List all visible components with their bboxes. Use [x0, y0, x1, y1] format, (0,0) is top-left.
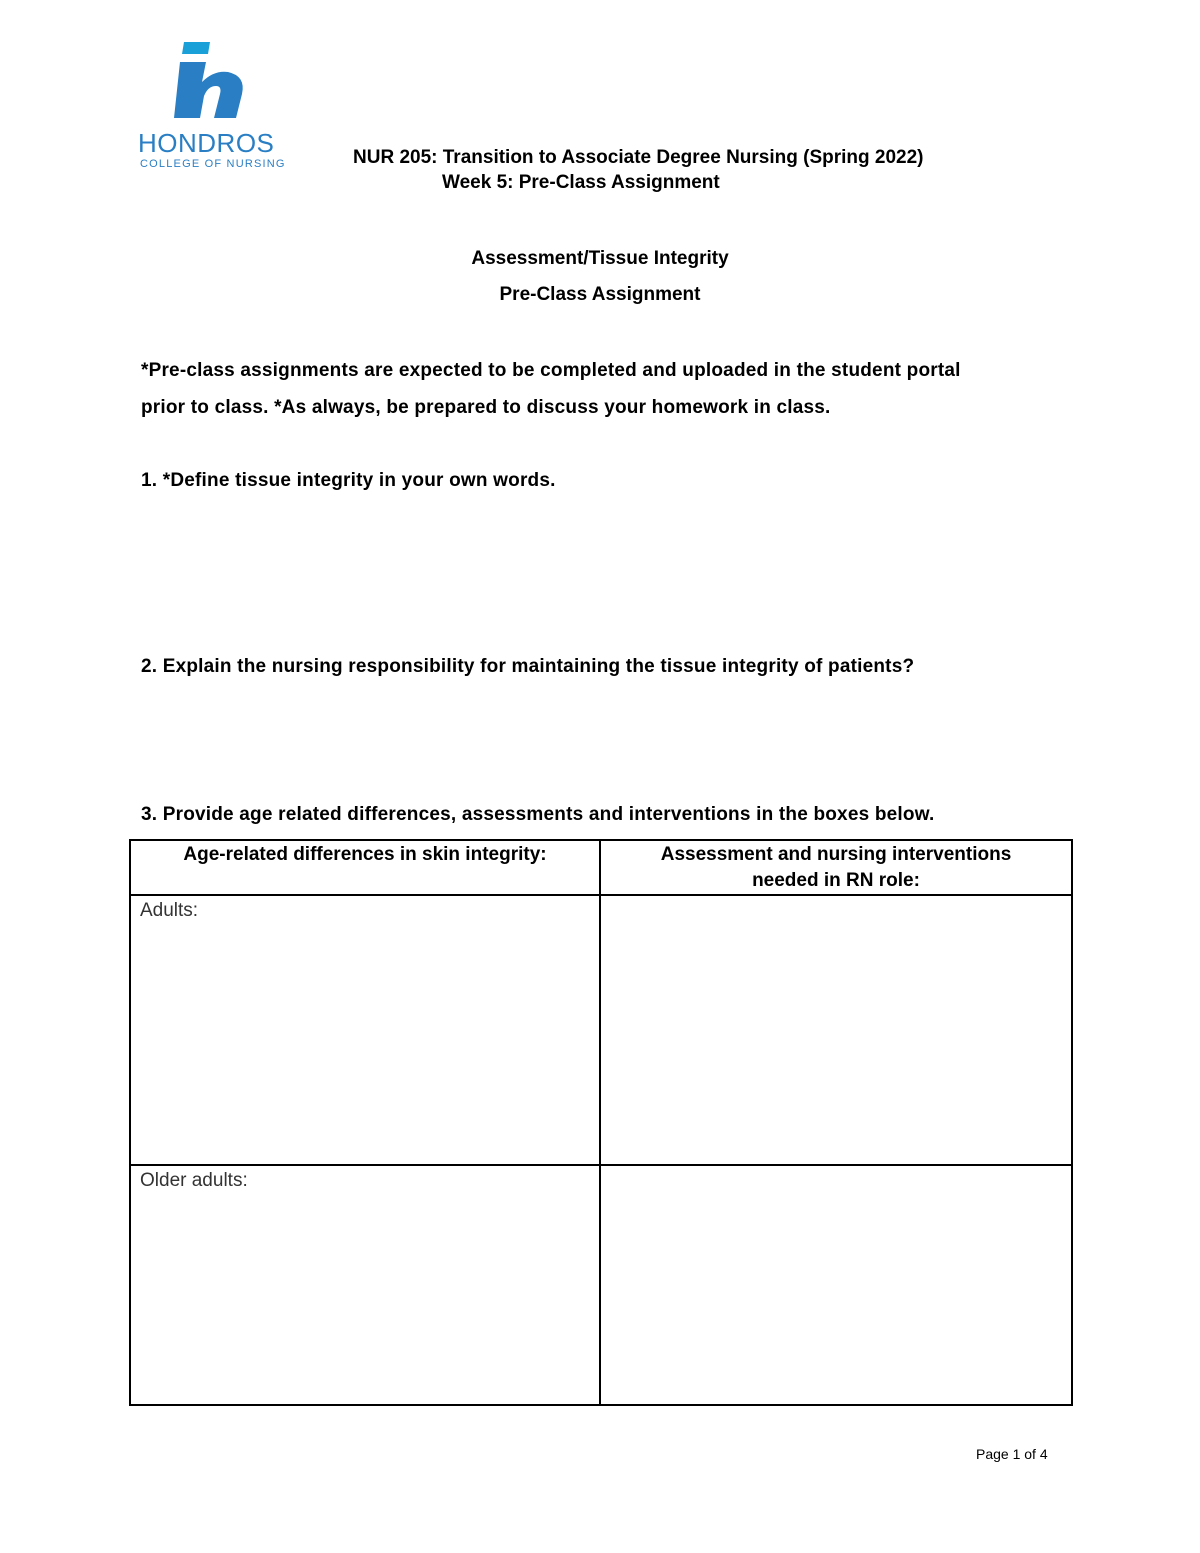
- college-logo: [138, 40, 288, 168]
- instructions-line-1: *Pre-class assignments are expected to be completed and uploaded in the student portal: [141, 360, 961, 381]
- instructions-line-2: prior to class. *As always, be prepared to discuss your homework in class.: [141, 397, 831, 418]
- adults-interventions-cell[interactable]: [600, 895, 1072, 1165]
- page-number: Page 1 of 4: [976, 1446, 1048, 1462]
- age-differences-table: [129, 839, 1073, 1406]
- table-header-assessment: Assessment and nursing interventions needed in RN role:: [600, 840, 1072, 895]
- older-adults-interventions-cell[interactable]: [600, 1165, 1072, 1405]
- older-adults-differences-cell[interactable]: Older adults:: [130, 1165, 600, 1405]
- table-row-older-adults: [130, 1165, 1072, 1405]
- course-title: NUR 205: Transition to Associate Degree Nursing (Spring 2022): [353, 147, 924, 168]
- hondros-h-logo-icon: [170, 42, 250, 120]
- table-row-adults: [130, 895, 1072, 1165]
- logo-subtitle: COLLEGE OF NURSING: [140, 158, 286, 170]
- question-1: 1. *Define tissue integrity in your own words.: [141, 470, 556, 491]
- table-header-age-differences: Age-related differences in skin integrity:: [130, 840, 600, 895]
- topic-title: Assessment/Tissue Integrity: [471, 248, 729, 269]
- question-2: 2. Explain the nursing responsibility for maintaining the tissue integrity of patients?: [141, 656, 915, 677]
- logo-name: HONDROS: [138, 128, 275, 158]
- assignment-subtitle: Pre-Class Assignment: [499, 284, 701, 305]
- question-3: 3. Provide age related differences, assessments and interventions in the boxes below.: [141, 804, 935, 825]
- adults-differences-cell[interactable]: Adults:: [130, 895, 600, 1165]
- table-header-row: [130, 840, 1072, 895]
- week-title: Week 5: Pre-Class Assignment: [442, 172, 720, 193]
